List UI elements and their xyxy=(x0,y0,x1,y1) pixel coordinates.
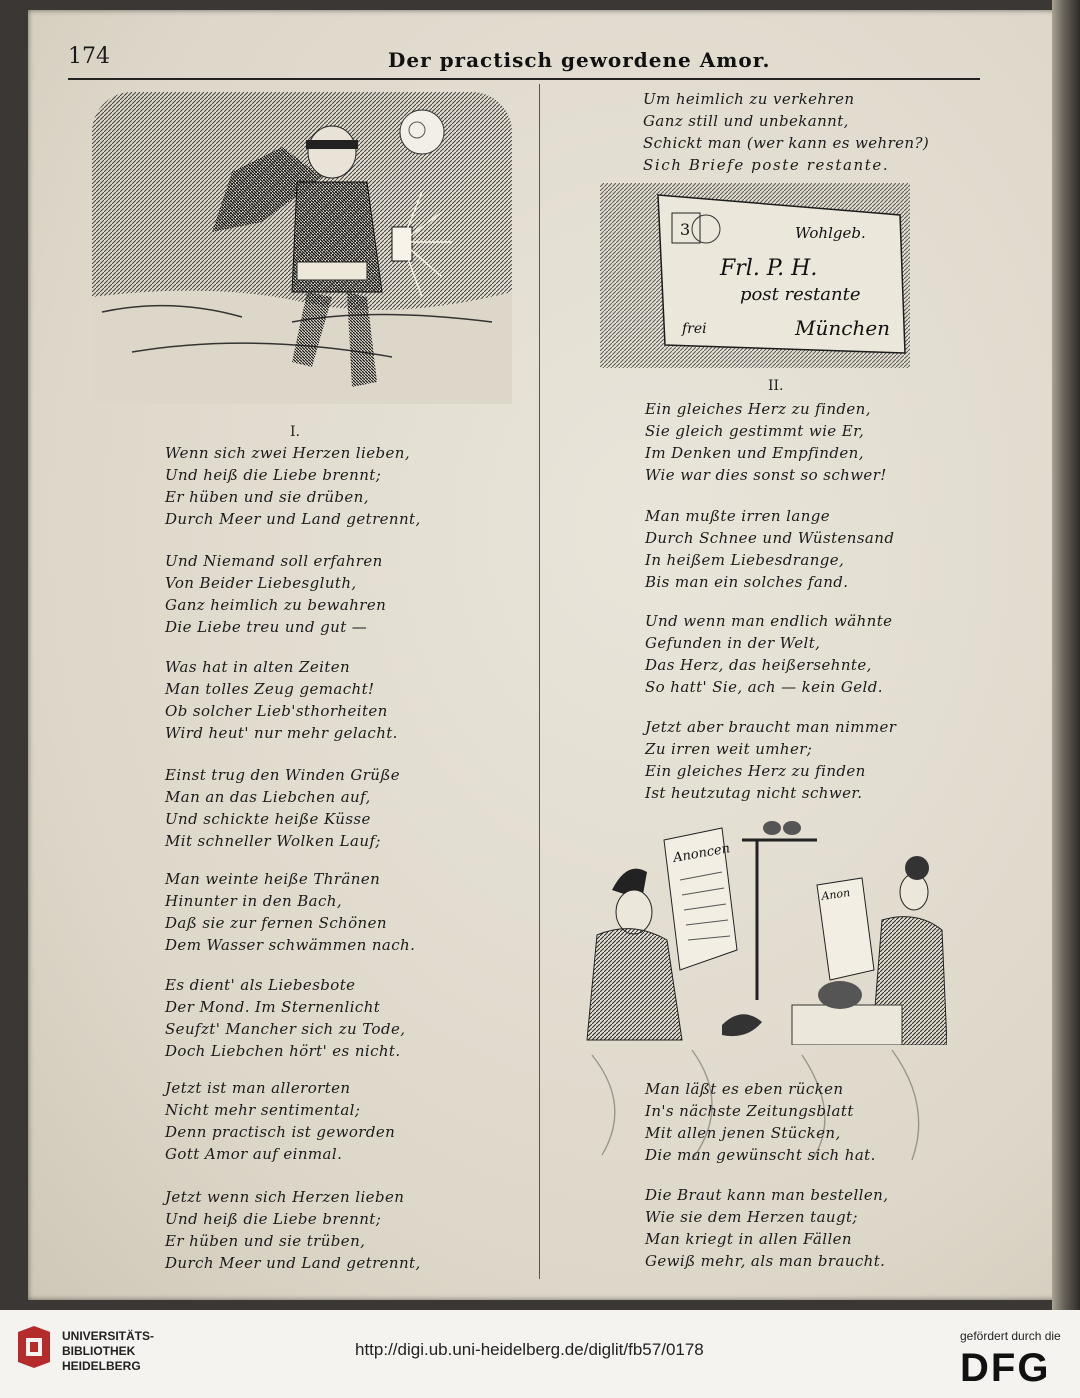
verse-line: Die man gewünscht sich hat. xyxy=(645,1146,876,1164)
verse-line: Mit schneller Wolken Lauf; xyxy=(165,832,381,850)
verse-line: Und wenn man endlich wähnte xyxy=(645,612,893,630)
verse-line: Durch Meer und Land getrennt, xyxy=(165,1254,421,1272)
verse-line: Dem Wasser schwämmen nach. xyxy=(165,936,416,954)
verse-line: Schickt man (wer kann es wehren?) xyxy=(643,134,930,152)
verse-line: Denn practisch ist geworden xyxy=(165,1123,396,1141)
couple-newspaper-illustration xyxy=(572,800,947,1045)
stanza-left-6 xyxy=(165,974,405,1062)
verse-line: Jetzt wenn sich Herzen lieben xyxy=(165,1188,405,1206)
library-name-line3[interactable]: HEIDELBERG xyxy=(62,1359,141,1373)
verse-line: Ein gleiches Herz zu finden xyxy=(645,762,866,780)
verse-line: Das Herz, das heißersehnte, xyxy=(645,656,872,674)
verse-line: Er hüben und sie trüben, xyxy=(165,1232,366,1250)
verse-line: Die Liebe treu und gut — xyxy=(165,618,368,636)
stanza-left-7 xyxy=(165,1077,395,1165)
verse-line: Durch Schnee und Wüstensand xyxy=(645,529,895,547)
envelope-city: München xyxy=(795,316,891,340)
stanza-right-4 xyxy=(645,716,896,804)
stamp-number: 3 xyxy=(680,220,691,239)
stanza-right-top xyxy=(643,88,929,176)
stanza-right-6 xyxy=(645,1184,888,1272)
verse-line: Wie war dies sonst so schwer! xyxy=(645,466,887,484)
verse-line: Wird heut' nur mehr gelacht. xyxy=(165,724,398,742)
stanza-left-5 xyxy=(165,868,415,956)
verse-line: Bis man ein solches fand. xyxy=(645,573,849,591)
verse-line: Daß sie zur fernen Schönen xyxy=(165,914,387,932)
verse-line: Man kriegt in allen Fällen xyxy=(645,1230,852,1248)
verse-line: Gefunden in der Welt, xyxy=(645,634,821,652)
verse-line: In's nächste Zeitungsblatt xyxy=(645,1102,854,1120)
verse-line: Ganz heimlich zu bewahren xyxy=(165,596,387,614)
verse-line: Man an das Liebchen auf, xyxy=(165,788,371,806)
page-title: Der practisch gewordene Amor. xyxy=(388,48,771,72)
verse-line: Man tolles Zeug gemacht! xyxy=(165,680,375,698)
verse-line: Die Braut kann man bestellen, xyxy=(645,1186,889,1204)
verse-line: Und Niemand soll erfahren xyxy=(165,552,383,570)
verse-line: Ganz still und unbekannt, xyxy=(643,112,849,130)
library-name-line2[interactable]: BIBLIOTHEK xyxy=(62,1344,136,1358)
verse-line: Gott Amor auf einmal. xyxy=(165,1145,343,1163)
section-label-2: II. xyxy=(768,378,784,394)
verse-line: Hinunter in den Bach, xyxy=(165,892,343,910)
library-name-line1[interactable]: UNIVERSITÄTS- xyxy=(62,1329,155,1343)
stanza-left-1 xyxy=(165,442,421,530)
verse-line: Einst trug den Winden Grüße xyxy=(165,766,401,784)
verse-line: Sie gleich gestimmt wie Er, xyxy=(645,422,865,440)
stanza-left-4 xyxy=(165,764,400,852)
stanza-left-8 xyxy=(165,1186,421,1274)
verse-line: Seufzt' Mancher sich zu Tode, xyxy=(165,1020,406,1038)
verse-line: Um heimlich zu verkehren xyxy=(643,90,855,108)
envelope-frei: frei xyxy=(682,321,707,337)
verse-line: So hatt' Sie, ach — kein Geld. xyxy=(645,678,883,696)
stanza-right-3 xyxy=(645,610,892,698)
verse-line: Nicht mehr sentimental; xyxy=(165,1101,361,1119)
envelope-illustration xyxy=(600,183,910,368)
verse-line: Gewiß mehr, als man braucht. xyxy=(645,1252,886,1270)
verse-line: Wenn sich zwei Herzen lieben, xyxy=(165,444,410,462)
verse-line: Es dient' als Liebesbote xyxy=(165,976,356,994)
verse-line: Was hat in alten Zeiten xyxy=(165,658,351,676)
header-rule xyxy=(68,78,980,80)
source-url-link[interactable]: http://digi.ub.uni-heidelberg.de/diglit/fb57/0178 xyxy=(355,1340,704,1359)
book-spine xyxy=(1052,0,1080,1310)
verse-line: Der Mond. Im Sternenlicht xyxy=(165,998,381,1016)
verse-line: Er hüben und sie drüben, xyxy=(165,488,369,506)
newspaper-right-title: Anon xyxy=(820,886,851,903)
verse-line: Und heiß die Liebe brennt; xyxy=(165,1210,382,1228)
verse-line: Mit allen jenen Stücken, xyxy=(645,1124,841,1142)
verse-line: Ein gleiches Herz zu finden, xyxy=(645,400,871,418)
newspaper-left-title: Anoncen xyxy=(672,841,732,866)
verse-line: Ist heutzutag nicht schwer. xyxy=(645,784,863,802)
verse-line: Zu irren weit umher; xyxy=(645,740,813,758)
verse-line: Man mußte irren lange xyxy=(645,507,831,525)
stanza-right-2 xyxy=(645,505,894,593)
section-label-1: I. xyxy=(290,424,300,440)
dfg-logo[interactable]: DFG xyxy=(960,1346,1051,1390)
verse-line: Doch Liebchen hört' es nicht. xyxy=(165,1042,401,1060)
stanza-right-5 xyxy=(645,1078,876,1166)
verse-line: Von Beider Liebesgluth, xyxy=(165,574,357,592)
verse-line: Jetzt ist man allerorten xyxy=(165,1079,351,1097)
verse-line: Sich Briefe poste restante. xyxy=(643,156,890,174)
university-logo-icon[interactable] xyxy=(14,1324,54,1370)
verse-line: Man weinte heiße Thränen xyxy=(165,870,381,888)
amor-illustration xyxy=(92,92,512,404)
verse-line: Und schickte heiße Küsse xyxy=(165,810,371,828)
verse-line: Durch Meer und Land getrennt, xyxy=(165,510,421,528)
verse-line: Man läßt es eben rücken xyxy=(645,1080,844,1098)
funding-note: gefördert durch die xyxy=(960,1329,1061,1343)
verse-line: Jetzt aber braucht man nimmer xyxy=(645,718,897,736)
envelope-post-restante: post restante xyxy=(740,284,861,305)
envelope-addressee: Frl. P. H. xyxy=(720,256,818,281)
verse-line: Im Denken und Empfinden, xyxy=(645,444,864,462)
verse-line: In heißem Liebesdrange, xyxy=(645,551,845,569)
column-divider xyxy=(539,84,540,1279)
stanza-right-1 xyxy=(645,398,887,486)
stanza-left-2 xyxy=(165,550,386,638)
verse-line: Wie sie dem Herzen taugt; xyxy=(645,1208,858,1226)
verse-line: Und heiß die Liebe brennt; xyxy=(165,466,382,484)
page-number: 174 xyxy=(68,44,110,69)
stanza-left-3 xyxy=(165,656,398,744)
envelope-salutation: Wohlgeb. xyxy=(795,224,866,242)
verse-line: Ob solcher Lieb'sthorheiten xyxy=(165,702,388,720)
